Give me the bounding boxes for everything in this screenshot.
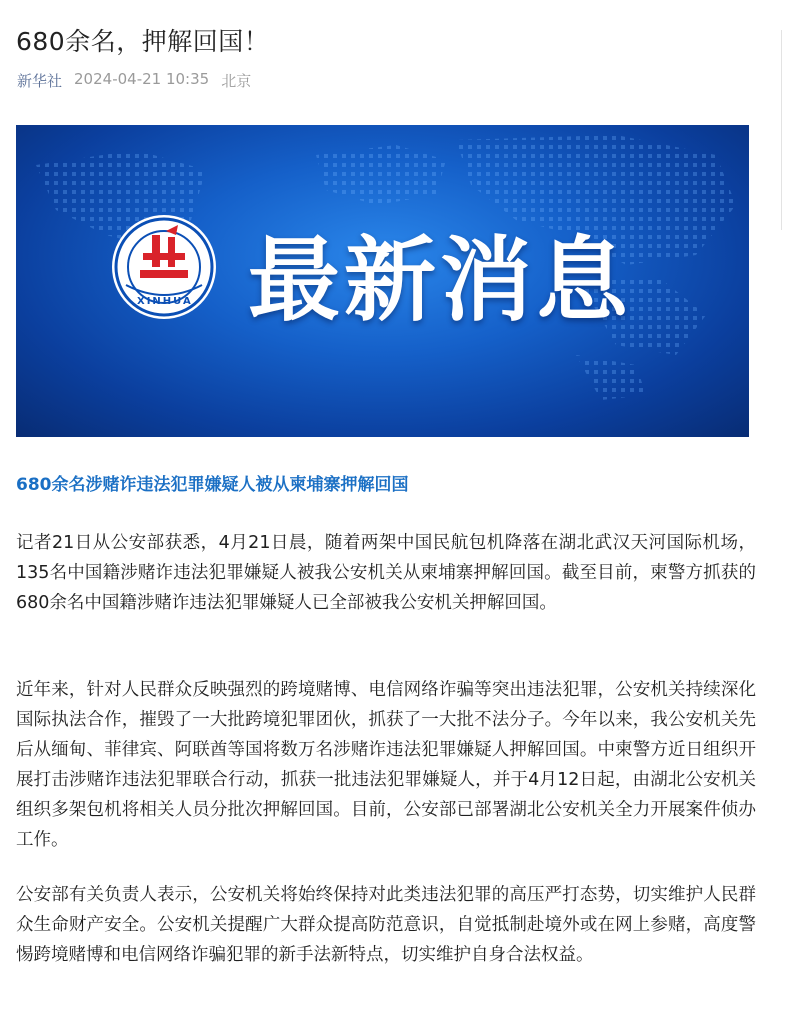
article-title: 680余名，押解回国！: [16, 27, 270, 56]
xinhua-logo-text: XINHUA: [137, 296, 193, 307]
article-datetime: 2024-04-21 10:35: [74, 70, 210, 88]
news-banner: [16, 125, 749, 437]
paragraph: 近年来，针对人民群众反映强烈的跨境赌博、电信网络诈骗等突出违法犯罪，公安机关持续深化国际执法合作，摧毁了一大批跨境犯罪团伙，抓获了一大批不法分子。今年以来，我公安机关先后从缅甸、菲律宾、阿联酋等国将数万名涉赌诈违法犯罪嫌疑人押解回国。中柬警方近日组织开展打击涉赌诈违法犯罪联合行动，抓获一批违法犯罪嫌疑人，并于4月12日起，由湖北公安机关组织多架包机将相关人员分批次押解回国。目前，公安部已部署湖北公安机关全力开展案件侦办工作。: [16, 680, 756, 850]
article-subheading: 680余名涉赌诈违法犯罪嫌疑人被从柬埔寨押解回国: [16, 475, 409, 495]
article-meta: [17, 70, 251, 91]
article-location: 北京: [221, 72, 252, 90]
paragraph: 记者21日从公安部获悉，4月21日晨，随着两架中国民航包机降落在湖北武汉天河国际机场，135名中国籍涉赌诈违法犯罪嫌疑人被我公安机关从柬埔寨押解回国。截至目前，柬警方抓获的680余名中国籍涉赌诈违法犯罪嫌疑人已全部被我公安机关押解回国。: [16, 533, 756, 613]
banner-headline: 最新消息: [248, 227, 633, 334]
article-source-link[interactable]: 新华社: [17, 72, 63, 90]
scrollbar-track[interactable]: [781, 30, 785, 230]
paragraph: 公安部有关负责人表示，公安机关将始终保持对此类违法犯罪的高压严打态势，切实维护人民群众生命财产安全。公安机关提醒广大群众提高防范意识，自觉抵制赴境外或在网上参赌，高度警惕跨境赌博和电信网络诈骗犯罪的新手法新特点，切实维护自身合法权益。: [16, 885, 756, 965]
